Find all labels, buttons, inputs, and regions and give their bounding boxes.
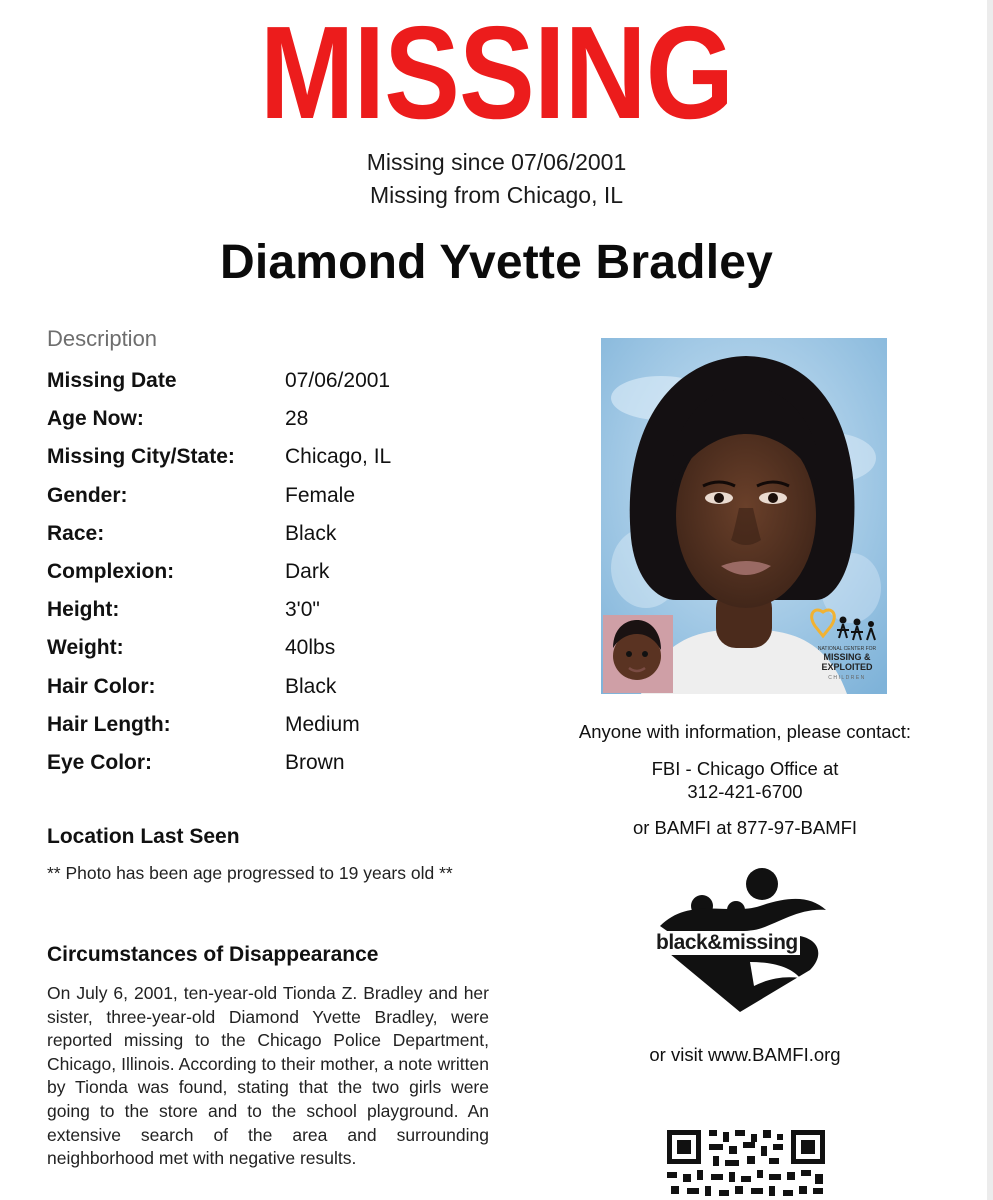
detail-label: Eye Color: <box>47 750 153 774</box>
ncmec-line4: CHILDREN <box>828 675 866 681</box>
fbi-office: FBI - Chicago Office at <box>651 758 839 779</box>
person-name: Diamond Yvette Bradley <box>219 236 774 289</box>
contact-intro: Anyone with information, please contact: <box>578 721 912 742</box>
detail-value: 3'0" <box>285 598 320 622</box>
detail-label: Missing City/State: <box>47 445 235 469</box>
age-progressed-photo <box>601 338 887 694</box>
location-title: Location Last Seen <box>47 825 240 848</box>
missing-from: Missing from Chicago, IL <box>369 182 624 208</box>
fbi-phone: 312-421-6700 <box>687 781 803 802</box>
detail-label: Hair Length: <box>47 712 171 736</box>
portrait-illustration <box>601 338 887 694</box>
bamfi-contact: or BAMFI at 877-97-BAMFI <box>632 817 858 838</box>
detail-value: Dark <box>285 559 330 583</box>
detail-value: Medium <box>285 712 360 736</box>
detail-value: Brown <box>285 750 345 774</box>
logo-wordmark: black&missing <box>656 931 798 954</box>
detail-label: Hair Color: <box>47 674 156 698</box>
detail-value: 40lbs <box>285 636 336 660</box>
detail-value: Black <box>285 521 337 545</box>
detail-label: Gender: <box>47 483 128 507</box>
qr-code-icon <box>665 1128 827 1200</box>
detail-label: Complexion: <box>47 559 175 583</box>
ncmec-line2: MISSING & <box>823 652 871 662</box>
detail-label: Weight: <box>47 636 124 660</box>
ncmec-line1: NATIONAL CENTER FOR <box>817 646 877 652</box>
detail-label: Age Now: <box>47 407 144 431</box>
detail-label: Missing Date <box>47 369 177 392</box>
detail-label: Height: <box>47 598 120 622</box>
location-text: ** Photo has been age progressed to 19 years old ** <box>47 863 453 883</box>
description-heading: Description <box>47 326 158 351</box>
fbi-contact <box>520 757 970 803</box>
ncmec-line3: EXPLOITED <box>821 662 873 672</box>
circumstances-title: Circumstances of Disappearance <box>47 943 379 966</box>
detail-value: Female <box>285 483 356 507</box>
detail-value: Black <box>285 674 337 698</box>
visit-website: or visit www.BAMFI.org <box>649 1044 841 1065</box>
missing-headline: MISSING <box>259 0 734 146</box>
detail-value: Chicago, IL <box>285 445 392 469</box>
detail-label: Race: <box>47 521 105 545</box>
circumstances-text: On July 6, 2001, ten-year-old Tionda Z. Bradley and her sister, three-year-old Diamond Yvette Bradley, were reported missing to the Chicago Police Department, Chicago, Illinois. According to their mother, a note written by Tionda was found, stating that the two girls were going to the store and to the school playground. An extensive search of the area and surrounding neighborhood met with negative results. <box>47 983 489 1169</box>
missing-since: Missing since 07/06/2001 <box>366 149 627 175</box>
page-edge <box>987 0 993 1200</box>
detail-value: 07/06/2001 <box>285 369 391 392</box>
detail-value: 28 <box>285 407 309 431</box>
